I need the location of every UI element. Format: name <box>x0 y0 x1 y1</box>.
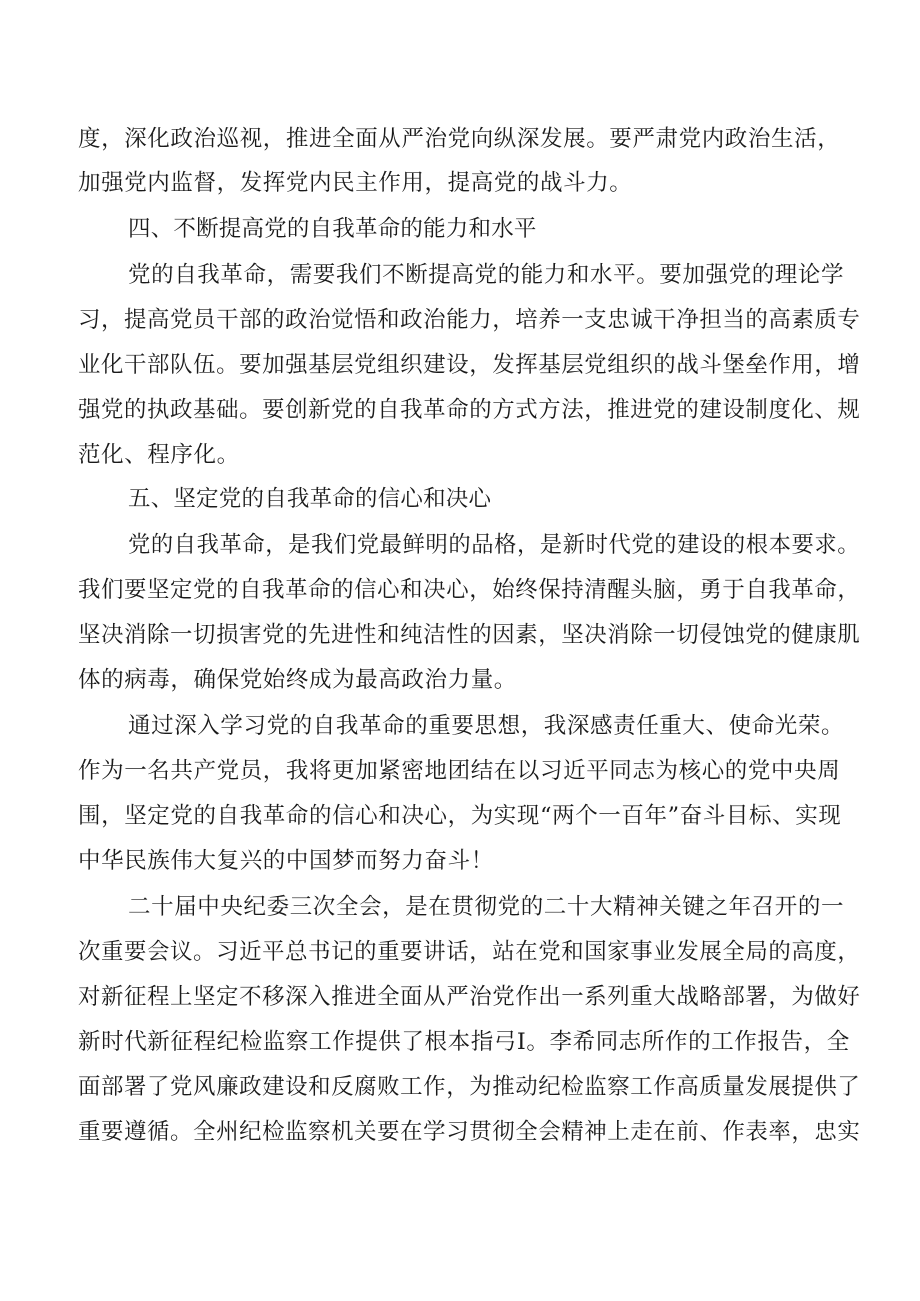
text-line: 加强党内监督，发挥党内民主作用，提高党的战斗力。 <box>78 170 633 196</box>
text-line: 我们要坚定党的自我革命的信心和决心，始终保持清醒头脑，勇于自我革命， <box>78 577 861 603</box>
section-heading-4: 四、不断提高党的自我革命的能力和水平 <box>128 216 537 242</box>
text-line: 度，深化政治巡视，推进全面从严治党向纵深发展。要严肃党内政治生活， <box>78 126 841 152</box>
text-line: 通过深入学习党的自我革命的重要思想，我深感责任重大、使命光荣。 <box>128 713 845 739</box>
text-line: 体的病毒，确保党始终成为最高政治力量。 <box>78 667 517 693</box>
text-line: 二十届中央纪委三次全会，是在贯彻党的二十大精神关键之年召开的一 <box>128 894 845 920</box>
text-line: 面部署了党风廉政建设和反腐败工作，为推动纪检监察工作高质量发展提供了 <box>78 1074 861 1100</box>
text-line: 重要遵循。全州纪检监察机关要在学习贯彻全会精神上走在前、作表率，忠实 <box>78 1119 861 1145</box>
text-line: 中华民族伟大复兴的中国梦而努力奋斗！ <box>78 848 494 874</box>
text-line: 对新征程上坚定不移深入推进全面从严治党作出一系列重大战略部署，为做好 <box>78 984 861 1010</box>
text-line: 次重要会议。习近平总书记的重要讲话，站在党和国家事业发展全局的高度， <box>78 939 861 965</box>
text-line: 坚决消除一切损害党的先进性和纯洁性的因素，坚决消除一切侵蚀党的健康肌 <box>78 622 861 648</box>
text-line: 党的自我革命，是我们党最鲜明的品格，是新时代党的建设的根本要求。 <box>128 532 861 558</box>
text-line: 围，坚定党的自我革命的信心和决心，为实现“两个一百年”奋斗目标、实现 <box>78 803 842 829</box>
text-line: 范化、程序化。 <box>78 442 240 468</box>
text-line: 新时代新征程纪检监察工作提供了根本指弓I。李希同志所作的工作报告，全 <box>78 1029 850 1055</box>
text-line: 习，提高党员干部的政治觉悟和政治能力，培养一支忠诚干净担当的高素质专 <box>78 307 861 333</box>
text-line: 作为一名共产党员，我将更加紧密地团结在以习近平同志为核心的党中央周 <box>78 758 841 784</box>
section-heading-5: 五、坚定党的自我革命的信心和决心 <box>128 486 492 512</box>
text-line: 强党的执政基础。要创新党的自我革命的方式方法，推进党的建设制度化、规 <box>78 397 861 423</box>
text-line: 党的自我革命，需要我们不断提高党的能力和水平。要加强党的理论学 <box>128 262 845 288</box>
text-line: 业化干部队伍。要加强基层党组织建设，发挥基层党组织的战斗堡垒作用，增 <box>78 352 861 378</box>
